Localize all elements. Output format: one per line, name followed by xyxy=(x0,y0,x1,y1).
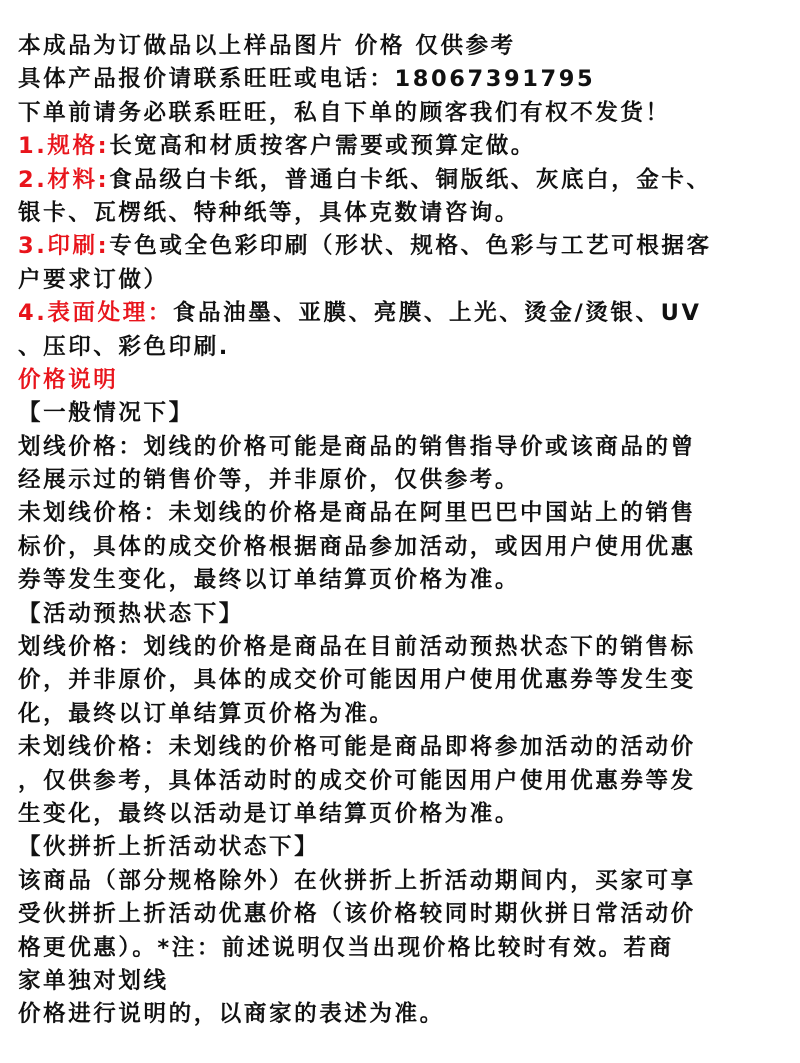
preheat-nostrike-price-line: 未划线价格：未划线的价格可能是商品即将参加活动的活动价 xyxy=(18,734,696,761)
group-buy-line: 家单独对划线 xyxy=(18,967,169,994)
spec-material xyxy=(18,164,784,197)
general-section-title: 【一般情况下】 xyxy=(18,400,194,427)
spec-surface-label: 4.表面处理： xyxy=(18,300,173,327)
general-nostrike-price-line: 标价，具体的成交价格根据商品参加活动，或因用户使用优惠 xyxy=(18,533,696,560)
spec-printing-cont: 户要求订做） xyxy=(18,266,169,293)
spec-size-label: 1.规格: xyxy=(18,133,110,160)
group-buy-line: 格更优惠）。*注：前述说明仅当出现价格比较时有效。若商 xyxy=(18,934,674,961)
spec-surface-cont: 、压印、彩色印刷. xyxy=(18,333,230,360)
price-notice-document xyxy=(18,30,784,1032)
spec-surface-text: 食品油墨、亚膜、亮膜、上光、烫金/烫银、UV xyxy=(172,300,702,327)
group-buy-line: 受伙拼折上折活动优惠价格（该价格较同时期伙拼日常活动价 xyxy=(18,901,696,928)
spec-printing-text: 专色或全色彩印刷（形状、规格、色彩与工艺可根据客 xyxy=(109,233,712,260)
preheat-nostrike-price-line: ，仅供参考，具体活动时的成交价可能因用户使用优惠券等发 xyxy=(18,767,696,794)
spec-printing xyxy=(18,230,784,263)
preheat-section-title: 【活动预热状态下】 xyxy=(18,600,244,627)
group-buy-section-title: 【伙拼折上折活动状态下】 xyxy=(18,834,320,861)
preheat-strike-price-line: 化，最终以订单结算页价格为准。 xyxy=(18,700,395,727)
general-nostrike-price-line: 券等发生变化，最终以订单结算页价格为准。 xyxy=(18,567,521,594)
spec-printing-label: 3.印刷: xyxy=(18,233,110,260)
preheat-nostrike-price-line: 生变化，最终以活动是订单结算页价格为准。 xyxy=(18,800,521,827)
spec-size-text: 长宽高和材质按客户需要或预算定做。 xyxy=(109,133,536,160)
preheat-strike-price-line: 划线价格：划线的价格是商品在目前活动预热状态下的销售标 xyxy=(18,634,696,661)
spec-material-cont: 银卡、瓦楞纸、特种纸等，具体克数请咨询。 xyxy=(18,199,521,226)
spec-material-text: 食品级白卡纸，普通白卡纸、铜版纸、灰底白，金卡、 xyxy=(109,166,712,193)
price-notes-heading: 价格说明 xyxy=(18,366,119,393)
general-strike-price-line: 划线价格：划线的价格可能是商品的销售指导价或该商品的曾 xyxy=(18,433,696,460)
general-nostrike-price-line: 未划线价格：未划线的价格是商品在阿里巴巴中国站上的销售 xyxy=(18,500,696,527)
spec-surface xyxy=(18,297,784,330)
spec-size xyxy=(18,130,784,163)
spec-material-label: 2.材料: xyxy=(18,166,110,193)
intro-contact-phone: 具体产品报价请联系旺旺或电话：18067391795 xyxy=(18,66,596,93)
intro-custom-notice: 本成品为订做品以上样品图片 价格 仅供参考 xyxy=(18,33,516,59)
intro-order-warning: 下单前请务必联系旺旺，私自下单的顾客我们有权不发货！ xyxy=(18,99,671,126)
group-buy-line: 价格进行说明的，以商家的表述为准。 xyxy=(18,1001,445,1028)
general-strike-price-line: 经展示过的销售价等，并非原价，仅供参考。 xyxy=(18,467,521,494)
preheat-strike-price-line: 价，并非原价，具体的成交价可能因用户使用优惠券等发生变 xyxy=(18,667,696,694)
group-buy-line: 该商品（部分规格除外）在伙拼折上折活动期间内，买家可享 xyxy=(18,867,696,894)
